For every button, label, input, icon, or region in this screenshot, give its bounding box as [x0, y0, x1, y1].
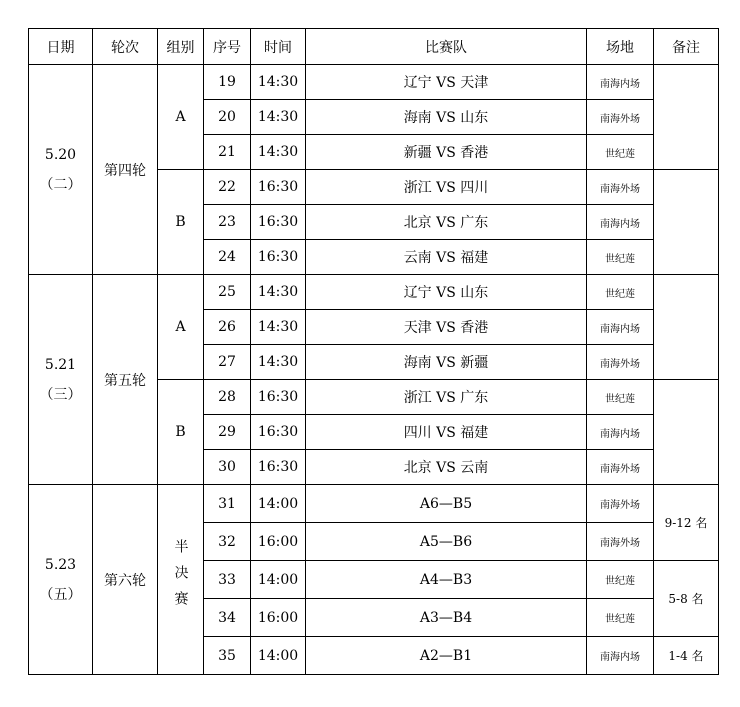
match-number: 23 [204, 205, 251, 240]
notes-cell [654, 65, 719, 170]
match-venue: 南海外场 [587, 450, 654, 485]
match-venue: 南海外场 [587, 100, 654, 135]
date-cell [29, 485, 93, 675]
date-text: 5.21 [44, 356, 77, 373]
match-time: 16:30 [251, 450, 306, 485]
stage-cell [158, 485, 204, 675]
match-venue: 世纪莲 [587, 275, 654, 310]
match-venue: 南海外场 [587, 485, 654, 523]
match-number: 31 [204, 485, 251, 523]
match-time: 16:30 [251, 240, 306, 275]
match-time: 16:00 [251, 599, 306, 637]
match-time: 14:00 [251, 637, 306, 675]
notes-cell [654, 170, 719, 275]
match-teams: A5—B6 [306, 523, 587, 561]
match-venue: 南海外场 [587, 345, 654, 380]
match-time: 14:30 [251, 100, 306, 135]
date-cell [29, 65, 93, 275]
match-teams: 浙江 VS 四川 [306, 170, 587, 205]
match-time: 14:30 [251, 310, 306, 345]
header-number: 序号 [204, 29, 251, 65]
match-time: 16:30 [251, 205, 306, 240]
match-teams: 北京 VS 云南 [306, 450, 587, 485]
match-time: 14:30 [251, 65, 306, 100]
group-cell: B [158, 170, 204, 275]
round-cell: 第六轮 [93, 485, 158, 675]
match-number: 34 [204, 599, 251, 637]
notes-cell: 9-12 名 [654, 485, 719, 561]
header-row [29, 29, 719, 65]
match-time: 14:00 [251, 561, 306, 599]
match-teams: 云南 VS 福建 [306, 240, 587, 275]
header-venue: 场地 [587, 29, 654, 65]
match-number: 29 [204, 415, 251, 450]
match-teams: 海南 VS 新疆 [306, 345, 587, 380]
match-teams: A3—B4 [306, 599, 587, 637]
match-number: 32 [204, 523, 251, 561]
weekday-text: （五） [39, 586, 82, 603]
header-date: 日期 [29, 29, 93, 65]
match-time: 14:30 [251, 135, 306, 170]
date-text: 5.20 [44, 146, 77, 163]
date-text: 5.23 [44, 556, 77, 573]
match-number: 26 [204, 310, 251, 345]
match-teams: 辽宁 VS 天津 [306, 65, 587, 100]
match-teams: 浙江 VS 广东 [306, 380, 587, 415]
match-venue: 南海外场 [587, 523, 654, 561]
match-number: 20 [204, 100, 251, 135]
weekday-text: （三） [39, 386, 82, 403]
match-venue: 世纪莲 [587, 135, 654, 170]
match-number: 24 [204, 240, 251, 275]
match-teams: 北京 VS 广东 [306, 205, 587, 240]
match-number: 25 [204, 275, 251, 310]
match-number: 22 [204, 170, 251, 205]
date-cell [29, 275, 93, 485]
match-time: 14:00 [251, 485, 306, 523]
match-number: 27 [204, 345, 251, 380]
table-row [29, 65, 719, 100]
match-venue: 南海内场 [587, 310, 654, 345]
group-cell: A [158, 275, 204, 380]
match-number: 33 [204, 561, 251, 599]
match-time: 14:30 [251, 345, 306, 380]
notes-cell [654, 275, 719, 380]
match-venue: 世纪莲 [587, 561, 654, 599]
match-teams: 辽宁 VS 山东 [306, 275, 587, 310]
match-teams: 海南 VS 山东 [306, 100, 587, 135]
notes-cell: 1-4 名 [654, 637, 719, 675]
match-teams: A4—B3 [306, 561, 587, 599]
round-cell: 第五轮 [93, 275, 158, 485]
match-number: 28 [204, 380, 251, 415]
match-number: 19 [204, 65, 251, 100]
header-round: 轮次 [93, 29, 158, 65]
weekday-text: （二） [39, 176, 82, 193]
table-row [29, 485, 719, 523]
header-teams: 比赛队 [306, 29, 587, 65]
match-number: 21 [204, 135, 251, 170]
match-teams: A2—B1 [306, 637, 587, 675]
match-teams: A6—B5 [306, 485, 587, 523]
group-cell: A [158, 65, 204, 170]
round-cell: 第四轮 [93, 65, 158, 275]
match-venue: 南海内场 [587, 205, 654, 240]
match-venue: 世纪莲 [587, 240, 654, 275]
match-teams: 新疆 VS 香港 [306, 135, 587, 170]
match-number: 30 [204, 450, 251, 485]
stage-text: 半决赛 [172, 538, 189, 617]
match-venue: 南海内场 [587, 415, 654, 450]
match-time: 14:30 [251, 275, 306, 310]
match-time: 16:30 [251, 415, 306, 450]
match-venue: 世纪莲 [587, 599, 654, 637]
match-time: 16:00 [251, 523, 306, 561]
header-notes: 备注 [654, 29, 719, 65]
match-venue: 世纪莲 [587, 380, 654, 415]
match-time: 16:30 [251, 380, 306, 415]
header-group: 组别 [158, 29, 204, 65]
notes-cell: 5-8 名 [654, 561, 719, 637]
schedule-table [28, 28, 719, 675]
match-venue: 南海内场 [587, 637, 654, 675]
match-time: 16:30 [251, 170, 306, 205]
header-time: 时间 [251, 29, 306, 65]
match-teams: 天津 VS 香港 [306, 310, 587, 345]
match-number: 35 [204, 637, 251, 675]
match-teams: 四川 VS 福建 [306, 415, 587, 450]
notes-cell [654, 380, 719, 485]
match-venue: 南海外场 [587, 170, 654, 205]
match-venue: 南海内场 [587, 65, 654, 100]
group-cell: B [158, 380, 204, 485]
table-row [29, 275, 719, 310]
